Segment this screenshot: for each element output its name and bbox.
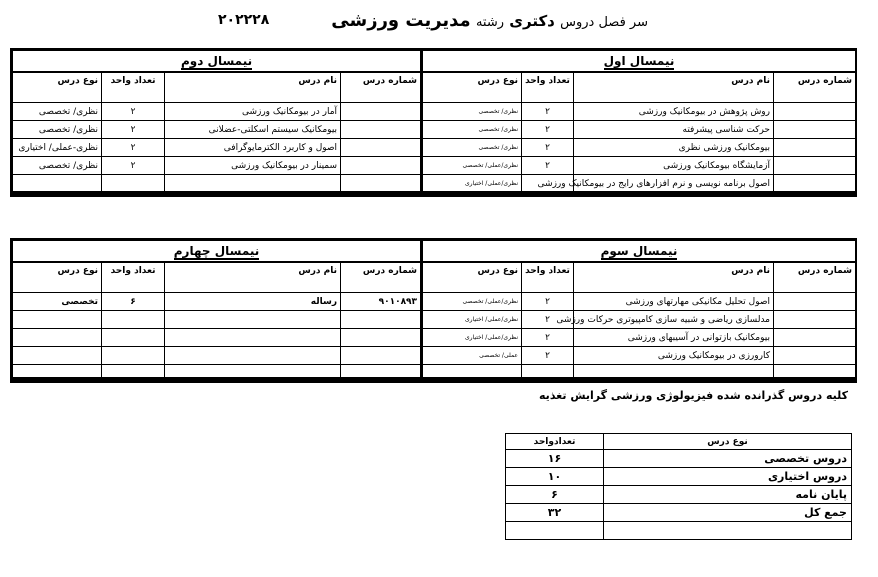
course-number	[341, 103, 421, 121]
course-units: ۲	[522, 121, 574, 139]
summary-value: ۱۰	[506, 468, 604, 486]
course-number	[774, 139, 856, 157]
semester-1-block	[420, 48, 857, 193]
title-mid: رشته	[475, 15, 505, 30]
course-name	[165, 365, 341, 383]
semester-4-block	[10, 238, 422, 379]
course-name	[165, 329, 341, 347]
course-name: کارورزی در بیومکانیک ورزشی	[574, 347, 774, 365]
course-number	[341, 365, 421, 383]
course-number	[774, 329, 856, 347]
course-name: بیومکانیک بازتوانی در آسیبهای ورزشی	[574, 329, 774, 347]
course-type: نظری-عملی/ اختیاری	[13, 139, 102, 157]
table-row	[423, 175, 856, 193]
title-field: مدیریت ورزشی	[331, 10, 471, 31]
course-units	[102, 365, 165, 383]
col-header-course-number: شماره درس	[774, 262, 856, 293]
course-units: ۲	[102, 121, 165, 139]
col-header-course-name: نام درس	[165, 262, 341, 293]
column-header-row	[13, 72, 421, 103]
course-type	[13, 329, 102, 347]
course-units: ۲	[522, 103, 574, 121]
title-degree: دکتری	[509, 12, 555, 30]
course-number	[341, 157, 421, 175]
col-header-units: تعداد واحد	[522, 262, 574, 293]
course-type	[13, 365, 102, 383]
course-number	[774, 293, 856, 311]
col-header-course-type: نوع درس	[423, 72, 522, 103]
col-header-course-name: نام درس	[574, 262, 774, 293]
semester-title: نیمسال اول	[423, 51, 856, 73]
col-header-course-type: نوع درس	[423, 262, 522, 293]
column-header-row	[423, 262, 856, 293]
course-number	[341, 329, 421, 347]
table-row	[423, 311, 856, 329]
course-type: نظری/ تخصصی	[423, 121, 522, 139]
summary-header-row	[506, 434, 852, 450]
course-type	[423, 365, 522, 383]
course-units: ۲	[522, 293, 574, 311]
semester-3-block	[420, 238, 857, 379]
col-header-course-number: شماره درس	[774, 72, 856, 103]
course-name: آمار در بیومکانیک ورزشی	[165, 103, 341, 121]
summary-label: دروس تخصصی	[604, 450, 852, 468]
course-units	[102, 311, 165, 329]
course-name	[165, 311, 341, 329]
title-prefix: سر فصل دروس	[560, 15, 648, 30]
col-header-course-type: نوع درس	[13, 262, 102, 293]
course-name: روش پژوهش در بیومکانیک ورزشی	[574, 103, 774, 121]
course-name: مدلسازی ریاضی و شبیه سازی کامپیوتری حرکات ورزشی	[574, 311, 774, 329]
course-number	[774, 121, 856, 139]
course-type: عملی/ تخصصی	[423, 347, 522, 365]
summary-header-units: تعدادواحد	[506, 434, 604, 450]
course-units: ۲	[102, 157, 165, 175]
course-name: سمینار در بیومکانیک ورزشی	[165, 157, 341, 175]
summary-value: ۱۶	[506, 450, 604, 468]
summary-label: دروس اختیاری	[604, 468, 852, 486]
semester-2-block	[10, 48, 422, 193]
course-name: آزمایشگاه بیومکانیک ورزشی	[574, 157, 774, 175]
table-row	[13, 139, 421, 157]
course-number	[341, 139, 421, 157]
col-header-course-number: شماره درس	[341, 72, 421, 103]
col-header-units: تعداد واحد	[102, 262, 165, 293]
course-type: نظری/عملی/ اختیاری	[423, 329, 522, 347]
col-header-course-number: شماره درس	[341, 262, 421, 293]
note-text: کلیه دروس گذرانده شده فیزیولوژی ورزشی گرایش تغذیه	[539, 389, 848, 402]
course-name: بیومکانیک سیستم اسکلتی-عضلانی	[165, 121, 341, 139]
semester-2-table	[12, 50, 421, 193]
course-name: اصول و کاربرد الکترمایوگرافی	[165, 139, 341, 157]
course-number	[774, 103, 856, 121]
summary-row	[506, 450, 852, 468]
column-header-row	[423, 72, 856, 103]
course-type: نظری/ تخصصی	[423, 139, 522, 157]
course-units: ۲	[522, 139, 574, 157]
table-row	[13, 329, 421, 347]
summary-row	[506, 504, 852, 522]
course-number: ۹۰۱۰۸۹۳	[341, 293, 421, 311]
course-units: ۲	[522, 347, 574, 365]
course-units	[102, 329, 165, 347]
course-name: اصول برنامه نویسی و نرم افزارهای رایج در بیومکانیک ورزشی	[574, 175, 774, 193]
course-name: بیومکانیک ورزشی نظری	[574, 139, 774, 157]
col-header-course-name: نام درس	[574, 72, 774, 103]
semester-1-table	[422, 50, 856, 193]
course-type: نظری/عملی/ اختیاری	[423, 311, 522, 329]
course-number	[774, 157, 856, 175]
course-units: ۶	[102, 293, 165, 311]
course-name: اصول تحلیل مکانیکی مهارتهای ورزشی	[574, 293, 774, 311]
semester-3-table	[422, 240, 856, 383]
col-header-course-type: نوع درس	[13, 72, 102, 103]
table-row	[423, 365, 856, 383]
table-row	[13, 103, 421, 121]
course-units: ۲	[102, 103, 165, 121]
course-units: ۲	[102, 139, 165, 157]
col-header-units: تعداد واحد	[522, 72, 574, 103]
course-number	[774, 365, 856, 383]
summary-row	[506, 486, 852, 504]
table-row	[13, 293, 421, 311]
course-number	[341, 347, 421, 365]
course-number	[774, 175, 856, 193]
course-type: نظری/عملی/ تخصصی	[423, 157, 522, 175]
curriculum-code: ۲۰۲۲۲۸	[218, 12, 270, 28]
course-units	[522, 365, 574, 383]
table-row	[423, 157, 856, 175]
course-type	[13, 175, 102, 193]
course-type: تخصصی	[13, 293, 102, 311]
course-name	[574, 365, 774, 383]
course-number	[341, 175, 421, 193]
table-row	[13, 347, 421, 365]
course-type	[13, 311, 102, 329]
summary-header-type: نوع درس	[604, 434, 852, 450]
semester-title: نیمسال چهارم	[13, 241, 421, 263]
semester-title: نیمسال سوم	[423, 241, 856, 263]
course-name: حرکت شناسی پیشرفته	[574, 121, 774, 139]
column-header-row	[13, 262, 421, 293]
table-row	[13, 311, 421, 329]
course-number	[774, 311, 856, 329]
summary-value: ۶	[506, 486, 604, 504]
semester-4-table	[12, 240, 421, 383]
course-type: نظری/ تخصصی	[13, 121, 102, 139]
course-units	[102, 175, 165, 193]
course-number	[341, 121, 421, 139]
course-type: نظری/عملی/ تخصصی	[423, 293, 522, 311]
semester-title: نیمسال دوم	[13, 51, 421, 73]
table-row	[423, 347, 856, 365]
summary-value: ۳۲	[506, 504, 604, 522]
table-row	[423, 329, 856, 347]
course-name	[165, 175, 341, 193]
course-number	[341, 311, 421, 329]
summary-row	[506, 522, 852, 540]
course-type: نظری/ تخصصی	[423, 103, 522, 121]
course-type: نظری/ تخصصی	[13, 103, 102, 121]
table-row	[423, 103, 856, 121]
course-units: ۲	[522, 311, 574, 329]
summary-label	[604, 522, 852, 540]
summary-value	[506, 522, 604, 540]
course-number	[774, 347, 856, 365]
course-units: ۲	[522, 329, 574, 347]
table-row	[13, 365, 421, 383]
table-row	[13, 157, 421, 175]
summary-row	[506, 468, 852, 486]
page-title	[331, 10, 648, 31]
col-header-course-name: نام درس	[165, 72, 341, 103]
course-type: نظری/ تخصصی	[13, 157, 102, 175]
course-name	[165, 347, 341, 365]
course-units	[102, 347, 165, 365]
summary-label: پایان نامه	[604, 486, 852, 504]
table-row	[13, 175, 421, 193]
course-type	[13, 347, 102, 365]
table-row	[13, 121, 421, 139]
course-name: رساله	[165, 293, 341, 311]
col-header-units: تعداد واحد	[102, 72, 165, 103]
table-row	[423, 139, 856, 157]
summary-label: جمع کل	[604, 504, 852, 522]
summary-table	[505, 433, 852, 540]
table-row	[423, 121, 856, 139]
course-type: نظری/عملی/ اختیاری	[423, 175, 522, 193]
course-units: ۲	[522, 157, 574, 175]
table-row	[423, 293, 856, 311]
